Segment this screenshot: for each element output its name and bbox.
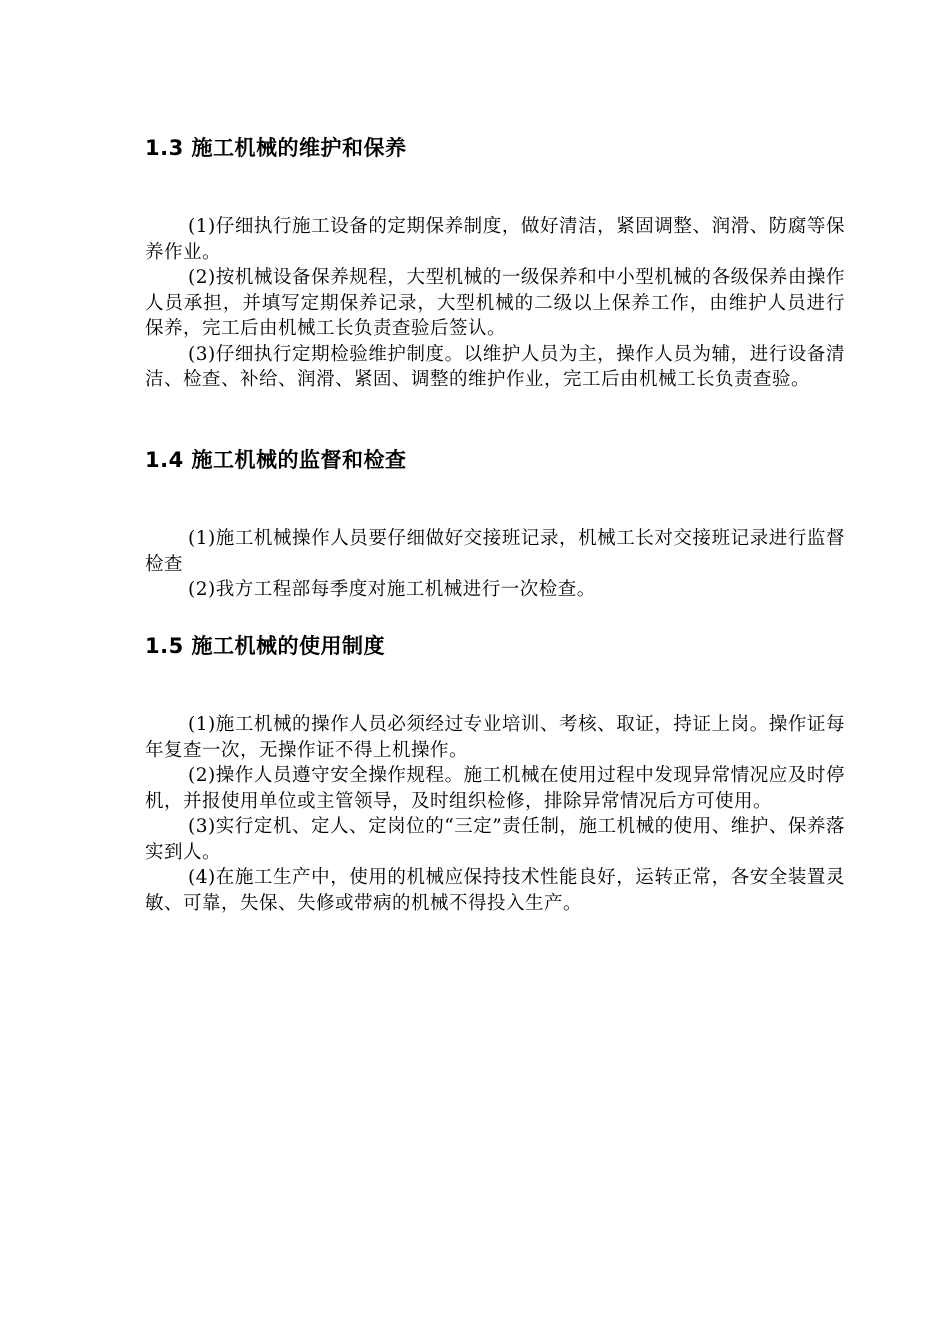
section-heading: 1.4 施工机械的监督和检查: [145, 448, 407, 472]
paragraph: (3)仔细执行定期检验维护制度。以维护人员为主，操作人员为辅，进行设备清洁、检查、补给、润滑、紧固、调整的维护作业，完工后由机械工长负责查验。: [145, 343, 845, 390]
paragraph: (3)实行定机、定人、定岗位的“三定”责任制，施工机械的使用、维护、保养落实到人。: [145, 816, 845, 863]
section-heading: 1.5 施工机械的使用制度: [145, 634, 386, 658]
paragraph: (2)操作人员遵守安全操作规程。施工机械在使用过程中发现异常情况应及时停机，并报使用单位或主管领导，及时组织检修，排除异常情况后方可使用。: [145, 765, 845, 812]
section-1-3: [145, 134, 845, 393]
section-body: [145, 712, 845, 916]
section-1-5: [145, 632, 845, 916]
paragraph: (2)按机械设备保养规程，大型机械的一级保养和中小型机械的各级保养由操作人员承担，并填写定期保养记录，大型机械的二级以上保养工作，由维护人员进行保养，完工后由机械工长负责查验后签认。: [145, 267, 845, 339]
paragraph: (1)施工机械操作人员要仔细做好交接班记录，机械工长对交接班记录进行监督检查: [145, 528, 845, 575]
paragraph: (4)在施工生产中，使用的机械应保持技术性能良好，运转正常，各安全装置灵敏、可靠，失保、失修或带病的机械不得投入生产。: [145, 867, 845, 914]
section-body: [145, 214, 845, 393]
paragraph: (1)仔细执行施工设备的定期保养制度，做好清洁，紧固调整、润滑、防腐等保养作业。: [145, 216, 845, 263]
section-heading: 1.3 施工机械的维护和保养: [145, 136, 407, 160]
paragraph: (2)我方工程部每季度对施工机械进行一次检查。: [188, 579, 596, 600]
section-body: [145, 526, 845, 603]
section-1-4: [145, 446, 845, 603]
paragraph: (1)施工机械的操作人员必须经过专业培训、考核、取证，持证上岗。操作证每年复查一次，无操作证不得上机操作。: [145, 714, 845, 761]
